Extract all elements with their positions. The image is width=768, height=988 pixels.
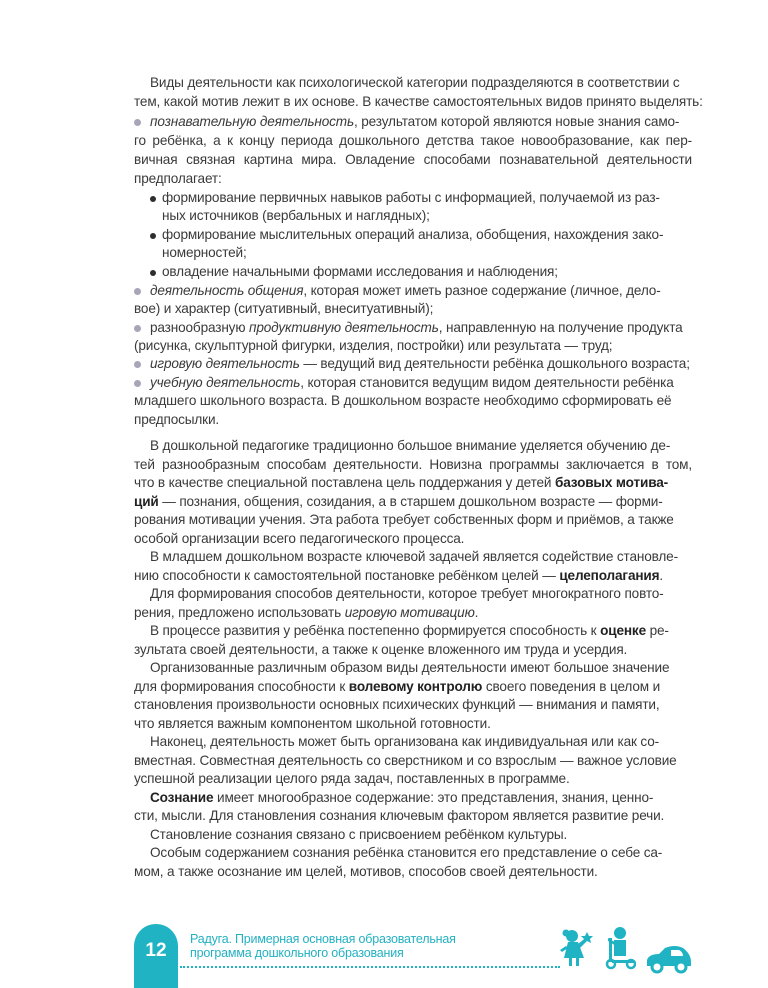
paragraph-line: тем, какой мотив лежит в их основе. В качестве самостоятельных видов принято выделять: [134,94,703,109]
sub-list-item: формирование первичных навыков работы с информацией, получаемой из раз- [162,190,660,205]
paragraph-line: Наконец, деятельность может быть организована как индивидуальная или как со- [150,734,659,749]
paragraph-line: (рисунка, скульптурной фигурки, изделия, постройки) или результата — труд; [134,338,613,353]
paragraph-line: рования мотивации учения. Эта работа требует собственных форм и приёмов, а также [134,512,674,527]
paragraph-line: Становление сознания связано с присвоением ребёнком культуры. [150,827,568,842]
paragraph-line: тей разнообразным способам деятельности. Новизна программы заключается в том, [134,457,692,472]
paragraph-line: что является важным компонентом школьной готовности. [134,716,491,731]
paragraph-line: Для формирования способов деятельности, которое требует многократного повто- [150,586,664,601]
footer-title: Радуга. Примерная основная образовательная программа дошкольного образования [190,932,456,960]
list-item: деятельность общения, которая может иметь разное содержание (личное, дело- [150,283,661,298]
paragraph-line: нию способности к самостоятельной постановке ребёнком целей — целеполагания. [134,568,664,583]
sub-list-item: ных источников (вербальных и наглядных); [162,208,430,223]
list-item: разнообразную продуктивную деятельность, направленную на получение продукта [150,320,683,335]
page-number: 12 [145,940,167,961]
paragraph-line: что в качестве специальной поставлена цель поддержания у детей базовых мотива- [134,475,669,490]
paragraph-line: предпосылки. [134,412,220,427]
paragraph-line: Сознание имеет многообразное содержание: это представления, знания, ценно- [150,790,654,805]
paragraph-line: успешной реализации целого ряда задач, поставленных в программе. [134,771,570,786]
paragraph-line: рения, предложено использовать игровую мотивацию. [134,605,479,620]
paragraph-line: ций — познания, общения, созидания, а в старшем дошкольном возрасте — форми- [134,494,663,509]
paragraph-line: становления произвольности основных психических функций — внимания и памяти, [134,697,660,712]
paragraph-line: предполагает: [134,171,222,186]
list-item: игровую деятельность — ведущий вид деятельности ребёнка дошкольного возраста; [150,356,690,371]
girl-dancing-icon [560,928,594,968]
list-item: познавательную деятельность, результатом которой являются новые знания само- [150,114,680,129]
sub-list-item: овладение начальными формами исследования и наблюдения; [162,264,558,279]
paragraph-line: вичная связная картина мира. Овладение способами познавательной деятельности [134,152,692,167]
footer-dotted-rule [180,966,560,968]
paragraph-line: вое) и характер (ситуативный, внеситуативный); [134,301,434,316]
paragraph-line: Виды деятельности как психологической категории подразделяются в соответствии с [150,75,680,90]
paragraph-line: для формирования способности к волевому контролю своего поведения в целом и [134,679,661,694]
paragraph-line: сти, мысли. Для становления сознания ключевым фактором является развитие речи. [134,808,665,823]
paragraph-line: особой организации всего педагогического процесса. [134,531,465,546]
paragraph-line: В младшем дошкольном возрасте ключевой задачей является содействие становле- [150,549,678,564]
paragraph-line: Организованные различным образом виды деятельности имеют большое значение [150,660,670,675]
paragraph-line: мом, а также осознание им целей, мотивов, способов своей деятельности. [134,864,598,879]
child-on-scooter-icon [604,926,636,970]
paragraph-line: В процессе развития у ребёнка постепенно формируется способность к оценке ре- [150,623,669,638]
sub-list-item: формирование мыслительных операций анализа, обобщения, нахождения зако- [162,227,664,242]
list-item: учебную деятельность, которая становится ведущим видом деятельности ребёнка [150,375,674,390]
paragraph-line: В дошкольной педагогике традиционно большое внимание уделяется обучению де- [150,438,671,453]
paragraph-line: младшего школьного возраста. В дошкольном возрасте необходимо сформировать её [134,393,672,408]
paragraph-line: го ребёнка, а к концу периода дошкольного детства такое новообразование, как пер- [134,133,692,148]
paragraph-line: вместная. Совместная деятельность со сверстником и со взрослым — важное условие [134,753,677,768]
paragraph-line: зультата своей деятельности, а также к оценке вложенного им труда и усердия. [134,642,628,657]
paragraph-line: Особым содержанием сознания ребёнка становится его представление о себе са- [150,845,663,860]
toy-car-icon [645,944,693,974]
sub-list-item: номерностей; [162,245,247,260]
